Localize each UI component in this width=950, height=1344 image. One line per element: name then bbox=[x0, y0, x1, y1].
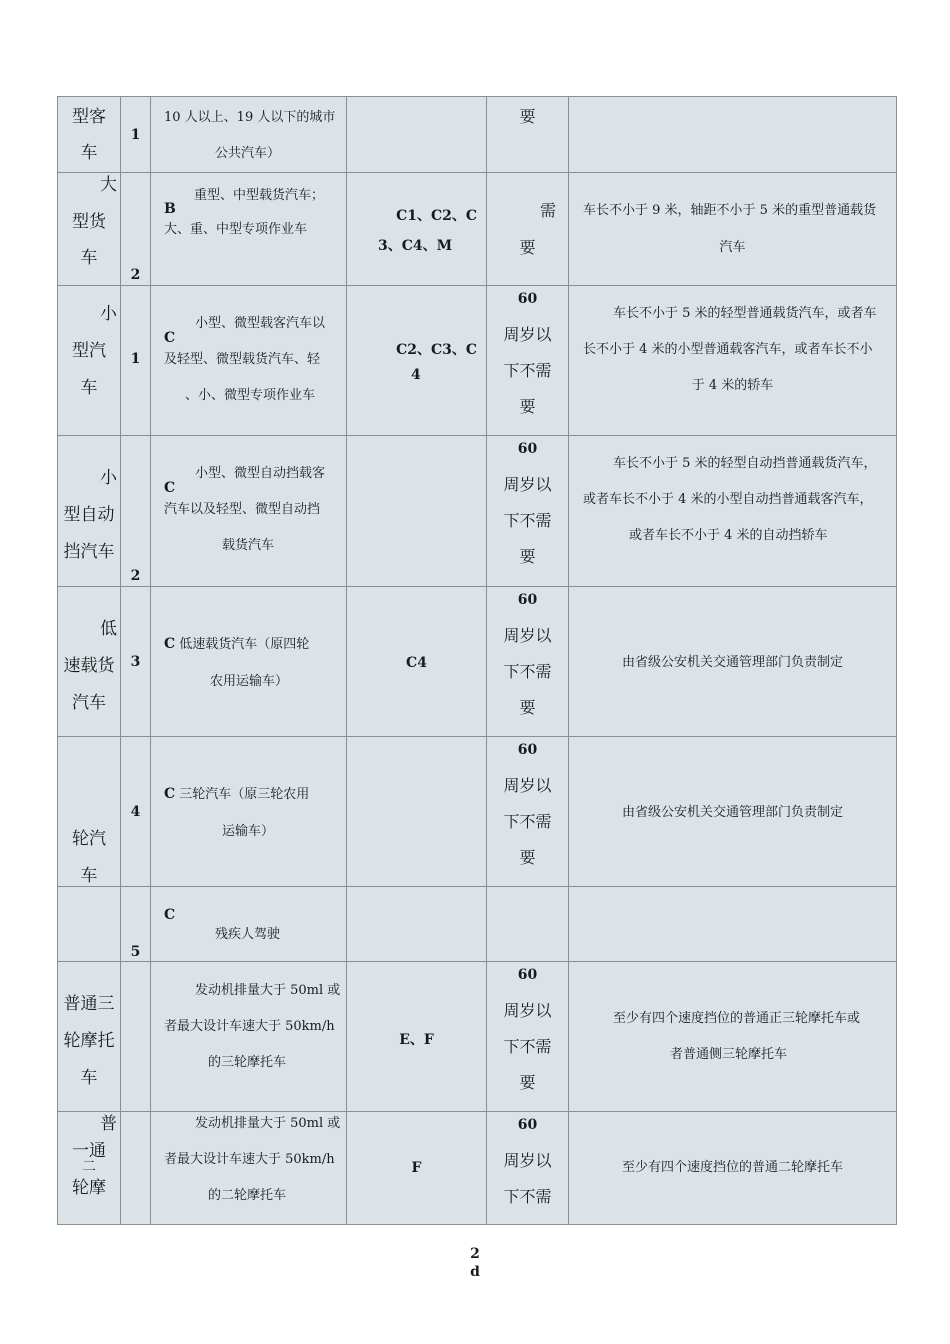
notes-cell: 车长不小于 5 米的轻型自动挡普通载货汽车， 或者车长不小于 4 米的小型自动挡普通载客汽车， 或者车长不小于 4 米的自动挡轿车 bbox=[569, 436, 897, 587]
vehicle-type-cell: 轮汽 车 bbox=[58, 737, 121, 887]
vehicle-desc-cell: C 小型、微型载客汽车以 及轻型、微型载货汽车、轻 、小、微型专项作业车 bbox=[151, 286, 347, 436]
vehicle-type-cell: 低 速载货 汽车 bbox=[58, 587, 121, 737]
vehicle-type-cell: 小 型自动 挡汽车 bbox=[58, 436, 121, 587]
code-number-cell: 4 bbox=[121, 737, 151, 887]
vehicle-desc-cell: C 低速载货汽车（原四轮 农用运输车） bbox=[151, 587, 347, 737]
allowed-classes-cell: F bbox=[347, 1112, 487, 1225]
vehicle-type-cell: 大 型货 车 bbox=[58, 173, 121, 286]
code-number-cell: 2 bbox=[121, 173, 151, 286]
table-row bbox=[58, 587, 897, 737]
age-requirement-cell: 60 周岁以 下不需 要 bbox=[487, 962, 569, 1112]
notes-cell: 至少有四个速度挡位的普通二轮摩托车 bbox=[569, 1112, 897, 1225]
code-number-cell bbox=[121, 962, 151, 1112]
vehicle-type-cell: 普 一通 二 轮摩 bbox=[58, 1112, 121, 1225]
page-suffix: d bbox=[470, 1264, 480, 1280]
table-row bbox=[58, 97, 897, 173]
age-requirement-cell: 60 周岁以 下不需 要 bbox=[487, 286, 569, 436]
vehicle-desc-cell: C 三轮汽车（原三轮农用 运输车） bbox=[151, 737, 347, 887]
vehicle-desc-cell: B 重型、中型载货汽车； 大、重、中型专项作业车 bbox=[151, 173, 347, 286]
code-number-cell: 1 bbox=[121, 97, 151, 173]
license-class-table bbox=[57, 96, 897, 1225]
table-row bbox=[58, 286, 897, 436]
code-number-cell: 3 bbox=[121, 587, 151, 737]
age-requirement-cell: 60 周岁以 下不需 bbox=[487, 1112, 569, 1225]
table-row bbox=[58, 962, 897, 1112]
allowed-classes-cell: C1、C2、C 3、C4、M bbox=[347, 173, 487, 286]
age-requirement-cell: 要 bbox=[487, 97, 569, 173]
table-row bbox=[58, 173, 897, 286]
allowed-classes-cell bbox=[347, 737, 487, 887]
vehicle-type-cell bbox=[58, 887, 121, 962]
code-number-cell: 2 bbox=[121, 436, 151, 587]
notes-cell: 车长不小于 5 米的轻型普通载货汽车，或者车 长不小于 4 米的小型普通载客汽车，或者车长不小 于 4 米的轿车 bbox=[569, 286, 897, 436]
allowed-classes-cell: C4 bbox=[347, 587, 487, 737]
age-requirement-cell bbox=[487, 887, 569, 962]
allowed-classes-cell: C2、C3、C 4 bbox=[347, 286, 487, 436]
age-requirement-cell: 60 周岁以 下不需 要 bbox=[487, 436, 569, 587]
notes-cell: 至少有四个速度挡位的普通正三轮摩托车或 者普通侧三轮摩托车 bbox=[569, 962, 897, 1112]
vehicle-type-cell: 普通三 轮摩托 车 bbox=[58, 962, 121, 1112]
notes-cell bbox=[569, 887, 897, 962]
allowed-classes-cell bbox=[347, 887, 487, 962]
vehicle-type-cell: 型客 车 bbox=[58, 97, 121, 173]
table-row bbox=[58, 436, 897, 587]
vehicle-desc-cell: 发动机排量大于 50ml 或 者最大设计车速大于 50km/h 的二轮摩托车 bbox=[151, 1112, 347, 1225]
notes-cell: 由省级公安机关交通管理部门负责制定 bbox=[569, 737, 897, 887]
allowed-classes-cell bbox=[347, 436, 487, 587]
age-requirement-cell: 60 周岁以 下不需 要 bbox=[487, 737, 569, 887]
vehicle-desc-cell: C 小型、微型自动挡载客 汽车以及轻型、微型自动挡 载货汽车 bbox=[151, 436, 347, 587]
code-number-cell bbox=[121, 1112, 151, 1225]
vehicle-desc-cell: C 残疾人驾驶 bbox=[151, 887, 347, 962]
table-row bbox=[58, 887, 897, 962]
age-requirement-cell: 60 周岁以 下不需 要 bbox=[487, 587, 569, 737]
notes-cell: 由省级公安机关交通管理部门负责制定 bbox=[569, 587, 897, 737]
age-requirement-cell: 需 要 bbox=[487, 173, 569, 286]
code-number-cell: 1 bbox=[121, 286, 151, 436]
notes-cell bbox=[569, 97, 897, 173]
vehicle-desc-cell: 发动机排量大于 50ml 或 者最大设计车速大于 50km/h 的三轮摩托车 bbox=[151, 962, 347, 1112]
code-number-cell: 5 bbox=[121, 887, 151, 962]
notes-cell: 车长不小于 9 米，轴距不小于 5 米的重型普通载货 汽车 bbox=[569, 173, 897, 286]
vehicle-type-cell: 小 型汽 车 bbox=[58, 286, 121, 436]
page-number: 2 bbox=[470, 1246, 480, 1262]
table-row bbox=[58, 1112, 897, 1225]
table-row bbox=[58, 737, 897, 887]
allowed-classes-cell bbox=[347, 97, 487, 173]
vehicle-desc-cell: 10 人以上、19 人以下的城市 公共汽车） bbox=[151, 97, 347, 173]
allowed-classes-cell: E、F bbox=[347, 962, 487, 1112]
